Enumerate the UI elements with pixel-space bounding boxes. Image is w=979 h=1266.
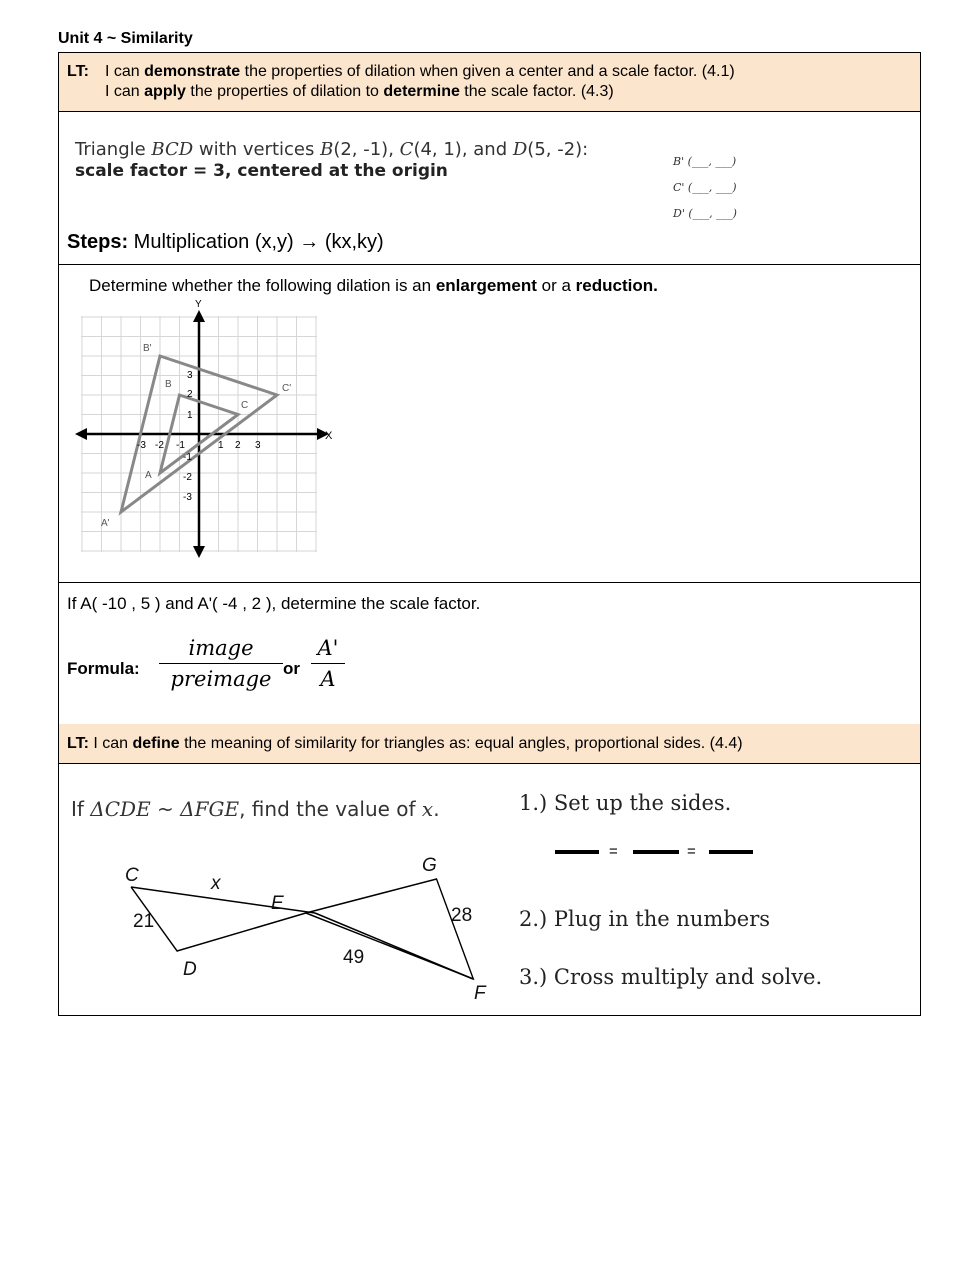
scale-factor-question: If A( -10 , 5 ) and A'( -4 , 2 ), determine the scale factor. (67, 594, 481, 613)
y-tick-3: 3 (187, 370, 193, 381)
label-a-prime: A' (101, 518, 110, 529)
label-b-prime: B' (143, 343, 152, 354)
enlargement-question: Determine whether the following dilation is an enlargement or a reduction. (89, 276, 658, 295)
triangle-intro: Triangle BCD with vertices B(2, -1), C(4, 1), and D(5, -2): (75, 139, 589, 160)
equals-sign-1: = (609, 843, 618, 860)
x-axis-arrow-left (75, 428, 87, 440)
x-tick--1: -1 (176, 440, 185, 451)
scale-factor-line: scale factor = 3, centered at the origin (75, 161, 448, 181)
side-49: 49 (343, 947, 365, 968)
similarity-question: If ΔCDE ~ ΔFGE, find the value of x. (71, 797, 440, 821)
lt-label: LT: (67, 63, 89, 80)
x-tick-2: 2 (235, 440, 241, 451)
learning-target-1 (58, 52, 921, 112)
vertex-e: E (271, 893, 284, 914)
segment-ef (315, 913, 473, 979)
scale-factor-problem (58, 582, 921, 725)
step-1: 1.) Set up the sides. (519, 791, 732, 815)
proportion-blanks (553, 841, 763, 861)
unit-title: Unit 4 ~ Similarity (58, 30, 193, 47)
c-prime-blank[interactable]: C' (___, ___) (673, 181, 737, 194)
lt-line-1: I can demonstrate the properties of dilation when given a center and a scale factor. (4.1) (105, 63, 735, 80)
y-tick--2: -2 (183, 472, 192, 483)
side-28: 28 (451, 905, 473, 926)
x-axis-label: X (325, 430, 333, 442)
x-tick-3: 3 (255, 440, 261, 451)
vertex-c: C (125, 865, 139, 886)
a-prime-over-a-fraction (311, 636, 345, 691)
y-axis-arrow-up (193, 310, 205, 322)
segment-ce (131, 887, 315, 913)
y-tick--1: -1 (183, 452, 192, 463)
vertex-d: D (183, 959, 197, 980)
y-tick-1: 1 (187, 410, 193, 421)
steps-line: Steps: Multiplication (x,y) → (kx,ky) (67, 231, 384, 253)
label-b: B (165, 379, 172, 390)
step-3: 3.) Cross multiply and solve. (519, 965, 823, 989)
side-x: x (211, 873, 221, 894)
equals-sign-2: = (687, 843, 696, 860)
or-label: or (283, 659, 300, 678)
fraction-numerator: A' (311, 636, 345, 664)
label-c-prime: C' (282, 383, 292, 394)
b-prime-blank[interactable]: B' (___, ___) (673, 155, 737, 168)
vertex-f: F (474, 983, 486, 1003)
dilation-problem (58, 111, 921, 265)
label-c: C (241, 400, 249, 411)
bowtie-triangles-diagram (119, 853, 499, 1003)
coordinate-graph (75, 298, 335, 560)
image-preimage-fraction (159, 636, 283, 691)
similarity-problem (58, 763, 921, 1016)
x-tick--3: -3 (137, 440, 146, 451)
label-a: A (145, 470, 152, 481)
x-tick--2: -2 (155, 440, 164, 451)
d-prime-blank[interactable]: D' (___, ___) (673, 207, 737, 220)
y-axis-label: Y (195, 299, 202, 310)
x-tick-1: 1 (218, 440, 224, 451)
lt2-text: LT: I can define the meaning of similarity for triangles as: equal angles, proportional sides. (4.4) (67, 735, 743, 752)
y-axis-arrow-down (193, 546, 205, 558)
y-tick--3: -3 (183, 492, 192, 503)
learning-target-2 (58, 724, 921, 764)
formula-label: Formula: (67, 659, 140, 678)
enlargement-problem (58, 264, 921, 583)
fraction-denominator: preimage (170, 667, 272, 691)
step-2: 2.) Plug in the numbers (519, 907, 771, 931)
side-21: 21 (133, 911, 155, 932)
vertex-g: G (422, 855, 437, 876)
lt-line-2: I can apply the properties of dilation to determine the scale factor. (4.3) (105, 83, 614, 100)
y-tick-2: 2 (187, 389, 193, 400)
fraction-numerator: image (159, 636, 283, 664)
fraction-denominator: A (320, 667, 336, 691)
